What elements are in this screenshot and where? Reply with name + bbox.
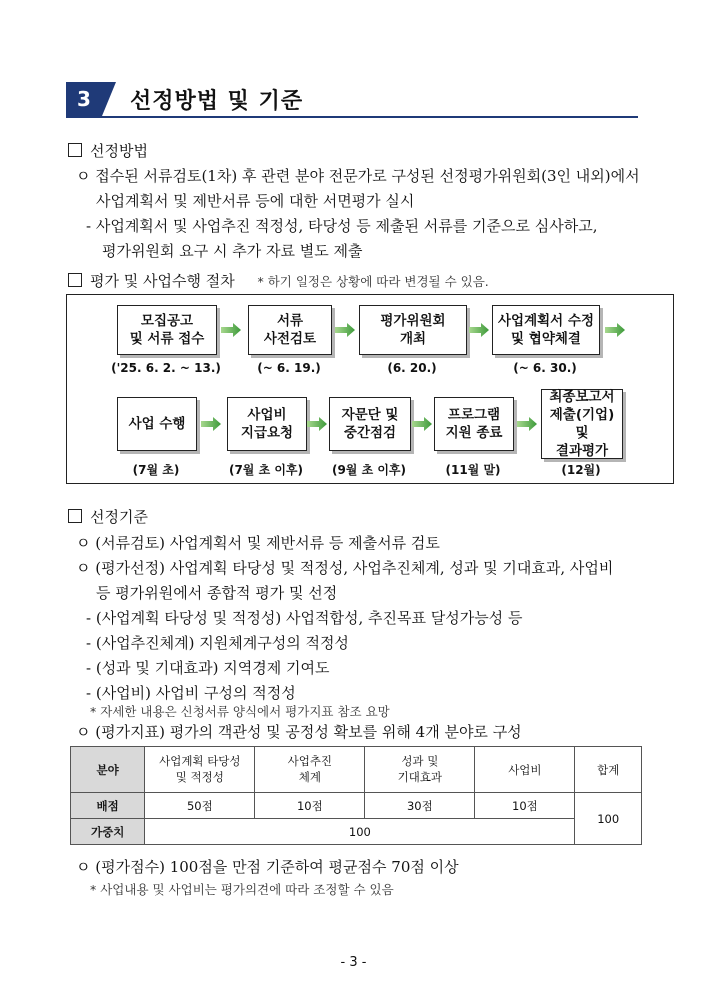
row-weight-label: 가중치 [71, 819, 145, 845]
checkbox-square-icon [68, 509, 82, 523]
procedure-flow-frame [66, 294, 674, 484]
th-system: 사업추진 체계 [255, 747, 365, 793]
flow-box-recruitment: 모집공고 및 서류 접수 [117, 305, 217, 355]
criteria-note-1: * 자세한 내용은 신청서류 양식에서 평가지표 참조 요망 [90, 704, 390, 719]
arrow-right-icon [517, 417, 537, 431]
criteria-line-6: - (성과 및 기대효과) 지역경제 기여도 [86, 659, 330, 677]
th-plan: 사업계획 타당성 및 적정성 [145, 747, 255, 793]
flow-box-agreement: 사업계획서 수정 및 협약체결 [492, 305, 600, 355]
flow-date: (11월 말) [445, 463, 501, 477]
flow-box-midterm-check: 자문단 및 중간점검 [329, 397, 411, 451]
score-line: ㅇ (평가점수) 100점을 만점 기준하여 평균점수 70점 이상 [76, 858, 459, 876]
cell-score: 30점 [365, 793, 475, 819]
arrow-right-icon [412, 417, 432, 431]
th-outcome: 성과 및 기대효과 [365, 747, 475, 793]
section-underline [66, 116, 638, 118]
flow-date: (9월 초 이후) [331, 463, 407, 477]
checkbox-square-icon [68, 143, 82, 157]
flow-date: (~ 6. 30.) [513, 361, 577, 375]
flow-box-final-report: 최종보고서 제출(기업) 및 결과평가 [541, 389, 623, 459]
arrow-right-icon [605, 323, 625, 337]
criteria-line-1: ㅇ (서류검토) 사업계획서 및 제반서류 등 제출서류 검토 [76, 534, 440, 552]
flow-date: (12월) [561, 463, 601, 477]
arrow-right-icon [221, 323, 241, 337]
section-number-wedge [102, 82, 116, 116]
criteria-line-3: 등 평가위원에서 종합적 평가 및 선정 [96, 584, 338, 602]
th-total: 합계 [575, 747, 642, 793]
section-title: 선정방법 및 기준 [130, 89, 304, 114]
criteria-index-line: ㅇ (평가지표) 평가의 객관성 및 공정성 확보를 위해 4개 분야로 구성 [76, 723, 522, 741]
criteria-heading-text: 선정기준 [90, 508, 148, 526]
procedure-heading-text: 평가 및 사업수행 절차 [90, 272, 235, 290]
checkbox-square-icon [68, 273, 82, 287]
cell-score: 50점 [145, 793, 255, 819]
arrow-right-icon [335, 323, 355, 337]
page-number: - 3 - [340, 955, 367, 970]
row-score-label: 배점 [71, 793, 145, 819]
procedure-heading [68, 270, 489, 291]
flow-date: ('25. 6. 2. ~ 13.) [111, 361, 221, 375]
flow-box-document-review: 서류 사전검토 [248, 305, 332, 355]
cell-weight: 100 [145, 819, 575, 845]
criteria-heading [68, 506, 148, 527]
flow-date: (7월 초) [132, 463, 180, 477]
flow-box-execution: 사업 수행 [117, 397, 197, 451]
arrow-right-icon [469, 323, 489, 337]
criteria-line-7: - (사업비) 사업비 구성의 적정성 [86, 684, 296, 702]
method-line-3: - 사업계획서 및 사업추진 적정성, 타당성 등 제출된 서류를 기준으로 심사하고, [86, 217, 598, 235]
flow-box-committee: 평가위원회 개최 [359, 305, 467, 355]
method-heading-text: 선정방법 [90, 142, 148, 160]
cell-score: 10점 [475, 793, 575, 819]
th-field: 분야 [71, 747, 145, 793]
flow-date: (6. 20.) [387, 361, 437, 375]
flow-date: (7월 초 이후) [228, 463, 304, 477]
method-line-2: 사업계획서 및 제반서류 등에 대한 서면평가 실시 [96, 192, 415, 210]
procedure-note: * 하기 일정은 상황에 따라 변경될 수 있음. [257, 274, 489, 289]
evaluation-table [70, 746, 642, 845]
flow-box-program-end: 프로그램 지원 종료 [434, 397, 514, 451]
arrow-right-icon [307, 417, 327, 431]
cell-total: 100 [575, 793, 642, 845]
arrow-right-icon [201, 417, 221, 431]
th-budget: 사업비 [475, 747, 575, 793]
method-heading [68, 140, 148, 161]
criteria-line-5: - (사업추진체계) 지원체계구성의 적정성 [86, 634, 349, 652]
criteria-note-2: * 사업내용 및 사업비는 평가의견에 따라 조정할 수 있음 [90, 882, 394, 897]
criteria-line-2: ㅇ (평가선정) 사업계획 타당성 및 적정성, 사업추진체계, 성과 및 기대효과, 사업비 [76, 559, 614, 577]
flow-box-funding-request: 사업비 지급요청 [227, 397, 307, 451]
flow-date: (~ 6. 19.) [257, 361, 321, 375]
cell-score: 10점 [255, 793, 365, 819]
section-number: 3 [66, 82, 102, 116]
method-line-4: 평가위원회 요구 시 추가 자료 별도 제출 [102, 242, 363, 260]
method-line-1: ㅇ 접수된 서류검토(1차) 후 관련 분야 전문가로 구성된 선정평가위원회(3인 내외)에서 [76, 167, 640, 185]
criteria-line-4: - (사업계획 타당성 및 적정성) 사업적합성, 추진목표 달성가능성 등 [86, 609, 523, 627]
